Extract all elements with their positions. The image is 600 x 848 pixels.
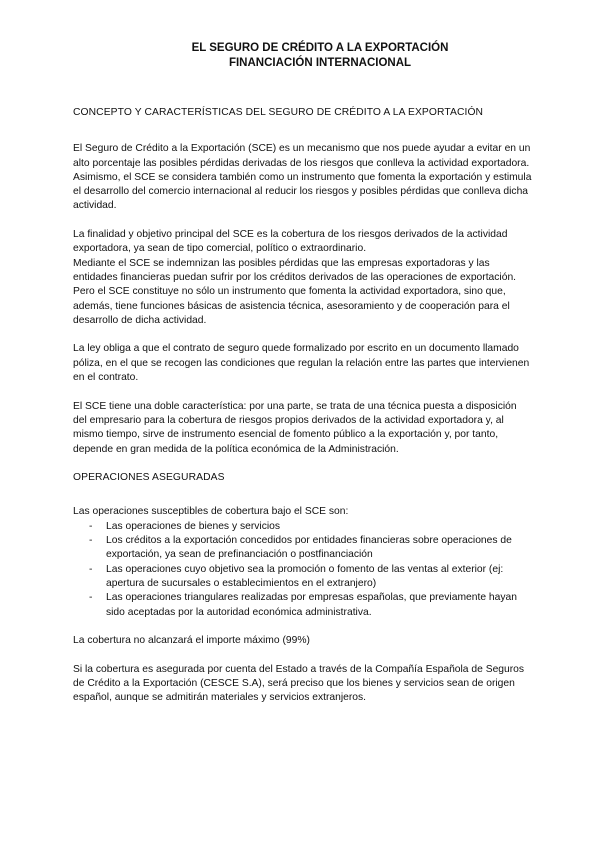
paragraph: El SCE tiene una doble característica: por una parte, se trata de una técnica puesta a disposición del empresario para la cobertura de riesgos propios derivados de la actividad exportadora y, al mismo tiempo, sirve de instrumento esencial de fomento público a la exportación y, por tanto, depende en gran medida de la política económica de la Administración.	[73, 400, 517, 455]
paragraph: El Seguro de Crédito a la Exportación (SCE) es un mecanismo que nos puede ayudar a evitar en un alto porcentaje las posibles pérdidas derivadas de los riesgos que conlleva la actividad exportadora. Asimismo, el SCE se considera también como un instrumento que fomenta la exportación y estimula el desarrollo del comercio internacional al reducir los riesgos y posibles pérdidas que conlleva dicha actividad.	[73, 143, 532, 212]
list-item: - Las operaciones cuyo objetivo sea la promoción o fomento de las ventas al exterior (ej: apertura de sucursales o establecimientos en el extranjero)	[106, 563, 533, 592]
coverage-note: La cobertura no alcanzará el importe máximo (99%)	[73, 635, 310, 647]
paragraph: La ley obliga a que el contrato de seguro quede formalizado por escrito en un documento llamado póliza, en el que se recogen las condiciones que regulan la relación entre las partes que intervienen en el contrato.	[73, 343, 530, 384]
paragraph: La finalidad y objetivo principal del SCE es la cobertura de los riesgos derivados de la actividad exportadora, ya sean de tipo comercial, político o extraordinario.	[73, 229, 508, 255]
title-line-1: EL SEGURO DE CRÉDITO A LA EXPORTACIÓN	[191, 42, 449, 54]
list-item: - Las operaciones triangulares realizadas por empresas españolas, que previamente hayan sido aceptadas por la autoridad económica administrativa.	[106, 591, 533, 620]
list-item: - Los créditos a la exportación concedidos por entidades financieras sobre operaciones de exportación, ya sean de prefinanciación o postfinanciación	[106, 534, 533, 563]
list-intro: Las operaciones susceptibles de cobertura bajo el SCE son:	[73, 506, 349, 518]
operations-list	[73, 520, 533, 620]
list-item: - Las operaciones de bienes y servicios	[106, 520, 533, 534]
paragraph: Pero el SCE constituye no sólo un instrumento que fomenta la actividad exportadora, sino que, además, tiene funciones básicas de asistencia técnica, asesoramiento y de cooperación para el desarrollo de dicha actividad.	[73, 286, 510, 326]
document-body	[73, 106, 533, 720]
document-title	[0, 41, 600, 71]
paragraph: Mediante el SCE se indemnizan las posibles pérdidas que las empresas exportadoras y las entidades financieras puedan sufrir por los créditos derivados de las operaciones de exportación.	[73, 257, 517, 283]
section-heading-concepto: CONCEPTO Y CARACTERÍSTICAS DEL SEGURO DE CRÉDITO A LA EXPORTACIÓN	[73, 107, 484, 118]
paragraph: Si la cobertura es asegurada por cuenta del Estado a través de la Compañía Española de Seguros de Crédito a la Exportación (CESCE S.A), será preciso que los bienes y servicios sean de origen español, aunque se admitirán materiales y servicios extranjeros.	[73, 663, 525, 704]
section-heading-operaciones: OPERACIONES ASEGURADAS	[73, 472, 225, 484]
title-line-2: FINANCIACIÓN INTERNACIONAL	[228, 57, 412, 69]
